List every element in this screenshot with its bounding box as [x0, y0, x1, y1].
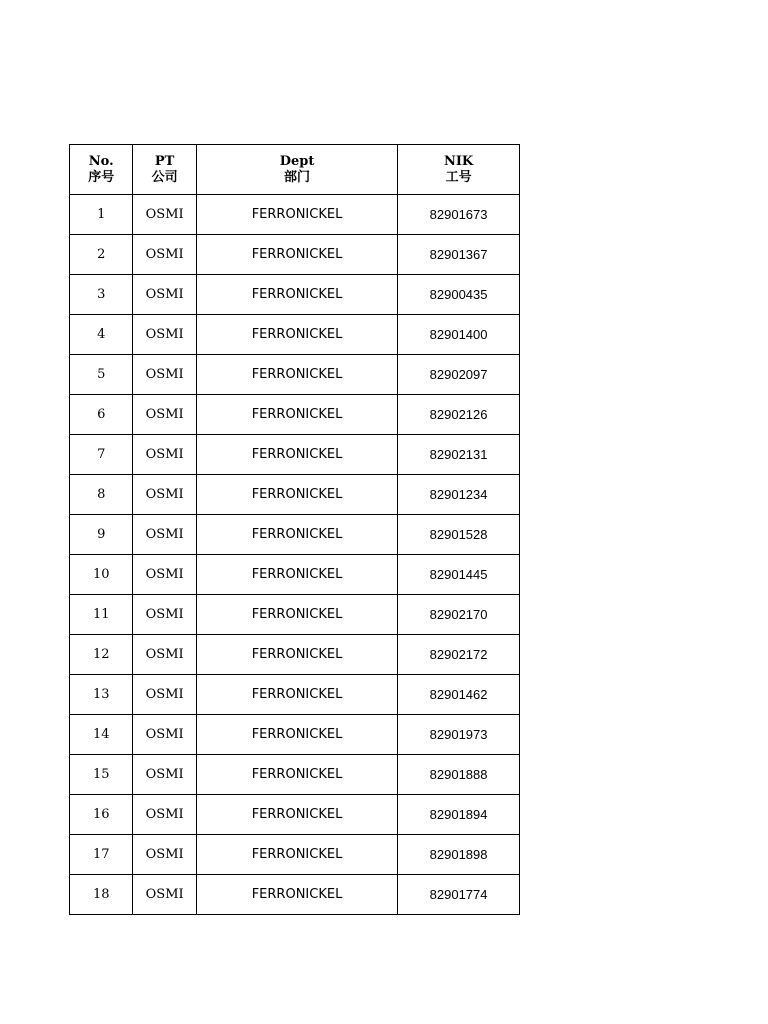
table-row	[70, 835, 520, 875]
cell-dept: FERRONICKEL	[196, 435, 397, 475]
cell-pt: OSMI	[133, 875, 196, 915]
cell-pt: OSMI	[133, 675, 196, 715]
cell-pt: OSMI	[133, 835, 196, 875]
cell-no: 15	[70, 755, 133, 795]
cell-pt: OSMI	[133, 235, 196, 275]
cell-no: 1	[70, 195, 133, 235]
cell-pt: OSMI	[133, 635, 196, 675]
table-row	[70, 635, 520, 675]
header-pt-zh: 公司	[151, 169, 178, 185]
cell-dept: FERRONICKEL	[196, 355, 397, 395]
table-row	[70, 875, 520, 915]
table-row	[70, 515, 520, 555]
cell-pt: OSMI	[133, 715, 196, 755]
cell-no: 14	[70, 715, 133, 755]
table-row	[70, 235, 520, 275]
header-no	[70, 145, 133, 195]
cell-no: 10	[70, 555, 133, 595]
cell-nik: 82901888	[398, 755, 520, 795]
cell-no: 16	[70, 795, 133, 835]
cell-dept: FERRONICKEL	[196, 475, 397, 515]
cell-nik: 82900435	[398, 275, 520, 315]
header-dept-en: Dept	[279, 153, 315, 169]
cell-dept: FERRONICKEL	[196, 395, 397, 435]
cell-pt: OSMI	[133, 515, 196, 555]
cell-dept: FERRONICKEL	[196, 715, 397, 755]
cell-dept: FERRONICKEL	[196, 835, 397, 875]
header-pt	[133, 145, 196, 195]
cell-nik: 82902097	[398, 355, 520, 395]
cell-dept: FERRONICKEL	[196, 635, 397, 675]
cell-pt: OSMI	[133, 555, 196, 595]
cell-nik: 82902170	[398, 595, 520, 635]
cell-no: 2	[70, 235, 133, 275]
cell-nik: 82901462	[398, 675, 520, 715]
cell-dept: FERRONICKEL	[196, 315, 397, 355]
header-nik	[398, 145, 520, 195]
cell-nik: 82901528	[398, 515, 520, 555]
table-row	[70, 595, 520, 635]
table-row	[70, 355, 520, 395]
table-header	[70, 145, 520, 195]
table-row	[70, 275, 520, 315]
cell-no: 3	[70, 275, 133, 315]
cell-no: 11	[70, 595, 133, 635]
header-nik-en: NIK	[443, 153, 474, 169]
cell-nik: 82901774	[398, 875, 520, 915]
cell-nik: 82901894	[398, 795, 520, 835]
cell-nik: 82901367	[398, 235, 520, 275]
cell-nik: 82901400	[398, 315, 520, 355]
cell-pt: OSMI	[133, 795, 196, 835]
cell-pt: OSMI	[133, 355, 196, 395]
cell-dept: FERRONICKEL	[196, 875, 397, 915]
cell-nik: 82901898	[398, 835, 520, 875]
cell-no: 5	[70, 355, 133, 395]
cell-nik: 82901445	[398, 555, 520, 595]
cell-dept: FERRONICKEL	[196, 515, 397, 555]
cell-no: 17	[70, 835, 133, 875]
table-row	[70, 195, 520, 235]
cell-no: 4	[70, 315, 133, 355]
cell-nik: 82902126	[398, 395, 520, 435]
cell-nik: 82901234	[398, 475, 520, 515]
header-row	[70, 145, 520, 195]
cell-nik: 82901673	[398, 195, 520, 235]
cell-nik: 82901973	[398, 715, 520, 755]
cell-nik: 82902131	[398, 435, 520, 475]
table-row	[70, 755, 520, 795]
table-row	[70, 675, 520, 715]
cell-no: 8	[70, 475, 133, 515]
header-dept-zh: 部门	[284, 169, 311, 185]
header-dept	[196, 145, 397, 195]
cell-no: 9	[70, 515, 133, 555]
cell-dept: FERRONICKEL	[196, 555, 397, 595]
table-row	[70, 555, 520, 595]
cell-no: 13	[70, 675, 133, 715]
cell-pt: OSMI	[133, 195, 196, 235]
cell-dept: FERRONICKEL	[196, 795, 397, 835]
cell-dept: FERRONICKEL	[196, 595, 397, 635]
table-row	[70, 435, 520, 475]
table-row	[70, 475, 520, 515]
header-no-zh: 序号	[88, 169, 115, 185]
header-no-en: No.	[88, 153, 114, 169]
cell-pt: OSMI	[133, 315, 196, 355]
cell-dept: FERRONICKEL	[196, 235, 397, 275]
cell-dept: FERRONICKEL	[196, 675, 397, 715]
cell-dept: FERRONICKEL	[196, 275, 397, 315]
cell-no: 6	[70, 395, 133, 435]
cell-pt: OSMI	[133, 595, 196, 635]
cell-no: 18	[70, 875, 133, 915]
header-pt-en: PT	[154, 153, 175, 169]
cell-dept: FERRONICKEL	[196, 195, 397, 235]
employee-table	[69, 144, 520, 915]
cell-pt: OSMI	[133, 755, 196, 795]
cell-nik: 82902172	[398, 635, 520, 675]
cell-no: 7	[70, 435, 133, 475]
table-body	[70, 195, 520, 915]
cell-pt: OSMI	[133, 435, 196, 475]
header-nik-zh: 工号	[445, 169, 472, 185]
cell-pt: OSMI	[133, 275, 196, 315]
cell-dept: FERRONICKEL	[196, 755, 397, 795]
cell-no: 12	[70, 635, 133, 675]
table-row	[70, 795, 520, 835]
table-row	[70, 715, 520, 755]
cell-pt: OSMI	[133, 475, 196, 515]
table-row	[70, 315, 520, 355]
table-row	[70, 395, 520, 435]
cell-pt: OSMI	[133, 395, 196, 435]
